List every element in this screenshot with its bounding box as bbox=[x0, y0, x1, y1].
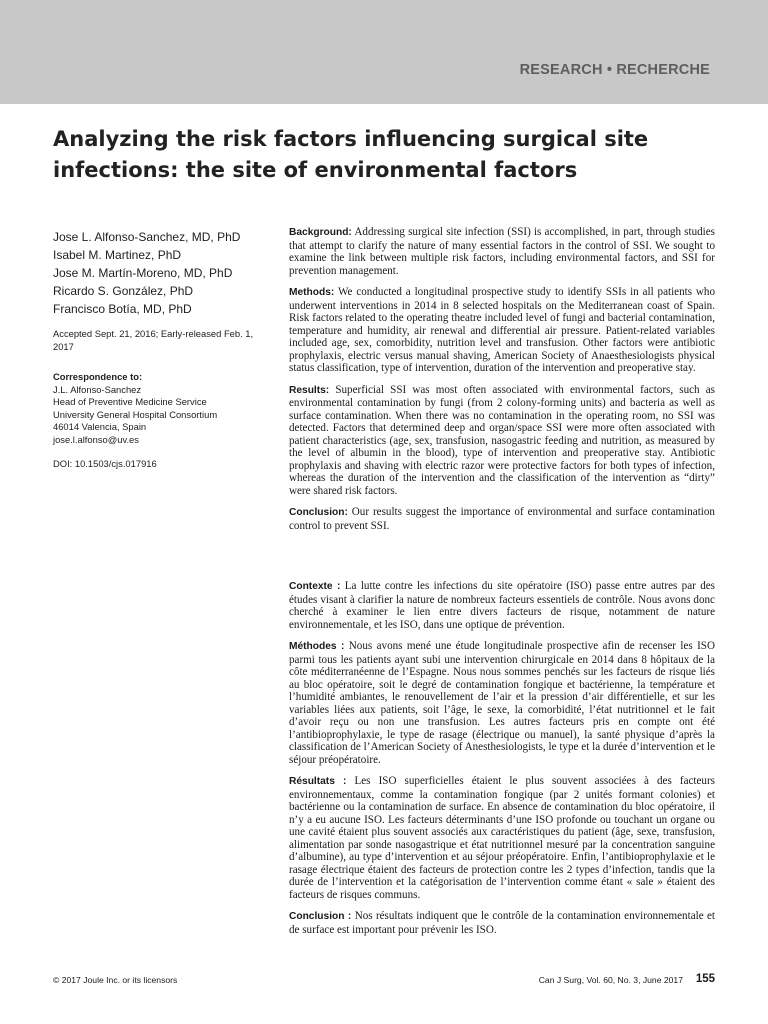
correspondence-line: University General Hospital Consortium bbox=[53, 408, 218, 420]
paragraph-text: Our results suggest the importance of environmental and surface contamination control to prevent SSI. bbox=[289, 506, 715, 532]
abstract-paragraph-methodes bbox=[289, 640, 715, 766]
abstract-paragraph-conclusion bbox=[289, 506, 715, 532]
abstract-english bbox=[289, 226, 715, 541]
paragraph-label: Results: bbox=[289, 384, 330, 396]
copyright-notice: © 2017 Joule Inc. or its licensors bbox=[53, 975, 178, 985]
paragraph-text: Nous avons mené une étude longitudinale prospective afin de recenser les ISO parmi tous les patients ayant subi une intervention chirurgicale en 2014 dans 8 hôpitaux de la côte méditerranéenne de l’Espagne. Nous nous sommes penchés sur les facteurs de risque liés au bloc opératoire, soit le degré de contamination fongique et bactérienne, la température et l’humidité ambiantes, le renouvellement de l’air et la pression d’air différentielle, et sur les variables liées aux patients, soit l’âge, le sexe, la comorbidité, l’état nutritionnel et le fait d’avoir reçu ou non une transfusion. Les autres facteurs pris en compte ont été l’antibioprophylaxie, le type de rasage (électrique ou manuel), la santé physique d’après la classification de l’American Society of Anesthesiologists, le type et la durée d’intervention et le séjour préopératoire. bbox=[289, 640, 715, 766]
abstract-paragraph-methods bbox=[289, 286, 715, 375]
abstract-paragraph-resultats bbox=[289, 775, 715, 901]
correspondence-block bbox=[53, 384, 268, 447]
correspondence-line: J.L. Alfonso-Sanchez bbox=[53, 383, 142, 395]
correspondence-line: 46014 Valencia, Spain bbox=[53, 421, 147, 432]
paragraph-text: Superficial SSI was most often associated with environmental factors, such as environmental contamination by fungi (from 2 colony-forming units) and bacteria as well as surface contamination. When there was no contamination in the operating room, no SSI was detected. Factors that determined deep and organ/space SSI were more often associated with patient characteristics (age, sex, transfusion, nasogastric feeding and nutrition, as measured by the level of albumin in the blood), type of intervention and preoperative stay. Antibiotic prophylaxis and shaving with electric razor were protective factors for both types of infection, whereas the duration of the intervention and the classification of the intervention as “dirty” were shared risk factors. bbox=[289, 383, 715, 497]
abstract-french bbox=[289, 580, 715, 945]
paragraph-label: Résultats : bbox=[289, 776, 347, 787]
abstract-paragraph-results bbox=[289, 384, 715, 498]
author-name: Jose L. Alfonso-Sanchez, MD, PhD bbox=[53, 230, 241, 244]
author-list bbox=[53, 228, 268, 318]
paragraph-text: We conducted a longitudinal prospective study to identify SSIs in all patients who underwent interventions in 2014 in 8 selected hospitals on the Mediterranean coast of Spain. Risk factors related to the operating theatre included level of fungi and bacterial contamination, temperature and humidity, air renewal and differential air pressure. Patient-related variables included age, sex, comorbidity, nutrition level and transfusion. Other factors were antibiotic prophylaxis, electric versus manual shaving, American Society of Anaesthesiologists physical status classification, type of intervention, duration of the intervention and preoperative stay. bbox=[289, 286, 715, 374]
correspondence-line: Head of Preventive Medicine Service bbox=[53, 396, 207, 407]
abstract-paragraph-background bbox=[289, 226, 715, 277]
header-band bbox=[0, 0, 768, 104]
accepted-date: Accepted Sept. 21, 2016; Early-released Feb. 1, 2017 bbox=[53, 328, 254, 352]
paragraph-text: Les ISO superficielles étaient le plus souvent associées à des facteurs environnementaux, comme la contamination fongique (par 2 unités formant colonies) et bactérienne ou la contamination de surface. En absence de contamination du bloc opératoire, il n’y a eu aucune ISO. Les facteurs déterminants d’une ISO profonde ou touchant un organe ou une cavité étaient plus souvent associés aux caractéristiques du patient (âge, sexe, transfusion, alimentation par sonde nasogastrique et état nutritionnel mesuré par la concentration sanguine d’albumine), au type d’intervention et au séjour préopératoire. Enfin, l’antibioprophylaxie et le rasage électrique étaient des facteurs de protection contre les 2 types d’infection, tandis que la durée de l’intervention et la catégorisation de l’intervention comme étant « sale » étaient des facteurs de risques communs. bbox=[289, 775, 715, 901]
correspondence-heading: Correspondence to: bbox=[53, 371, 143, 382]
paragraph-label: Methods: bbox=[289, 287, 335, 298]
article-title: Analyzing the risk factors influencing surgical site infections: the site of environmental factors bbox=[53, 127, 649, 182]
author-info-column bbox=[53, 228, 268, 471]
paragraph-label: Conclusion: bbox=[289, 507, 348, 518]
author-name: Ricardo S. González, PhD bbox=[53, 284, 194, 298]
paragraph-text: La lutte contre les infections du site opératoire (ISO) passe entre autres par des études visant à clarifier la nature de nombreux facteurs essentiels de contrôle. Nous avons donc cherché à examiner le lien entre divers facteurs de risque, notamment de nature environnementale, et les ISO, dans une optique de prévention. bbox=[289, 580, 715, 631]
doi-link[interactable]: DOI: 10.1503/cjs.017916 bbox=[53, 458, 157, 469]
section-label: RESEARCH • RECHERCHE bbox=[519, 62, 710, 78]
paragraph-label: Conclusion : bbox=[289, 911, 352, 922]
page-number: 155 bbox=[695, 973, 715, 985]
paragraph-label: Contexte : bbox=[289, 581, 341, 592]
paragraph-text: Addressing surgical site infection (SSI) is accomplished, in part, through studies that attempt to clarify the nature of many essential factors in the control of SSI. We sought to examine the link between multiple risk factors, including environmental factors, and SSI for prevention management. bbox=[289, 226, 715, 277]
author-name: Jose M. Martín-Moreno, MD, PhD bbox=[53, 266, 233, 280]
abstract-paragraph-contexte bbox=[289, 580, 715, 631]
paragraph-label: Background: bbox=[289, 227, 352, 238]
journal-citation: Can J Surg, Vol. 60, No. 3, June 2017 bbox=[538, 975, 683, 985]
author-name: Francisco Botía, MD, PhD bbox=[53, 302, 192, 316]
correspondence-email[interactable]: jose.l.alfonso@uv.es bbox=[53, 433, 139, 445]
abstract-paragraph-conclusion-fr bbox=[289, 910, 715, 936]
author-name: Isabel M. Martinez, PhD bbox=[53, 248, 182, 262]
paragraph-text: Nos résultats indiquent que le contrôle de la contamination environnementale et de surface est important pour prévenir les ISO. bbox=[289, 910, 716, 936]
paragraph-label: Méthodes : bbox=[289, 641, 345, 652]
